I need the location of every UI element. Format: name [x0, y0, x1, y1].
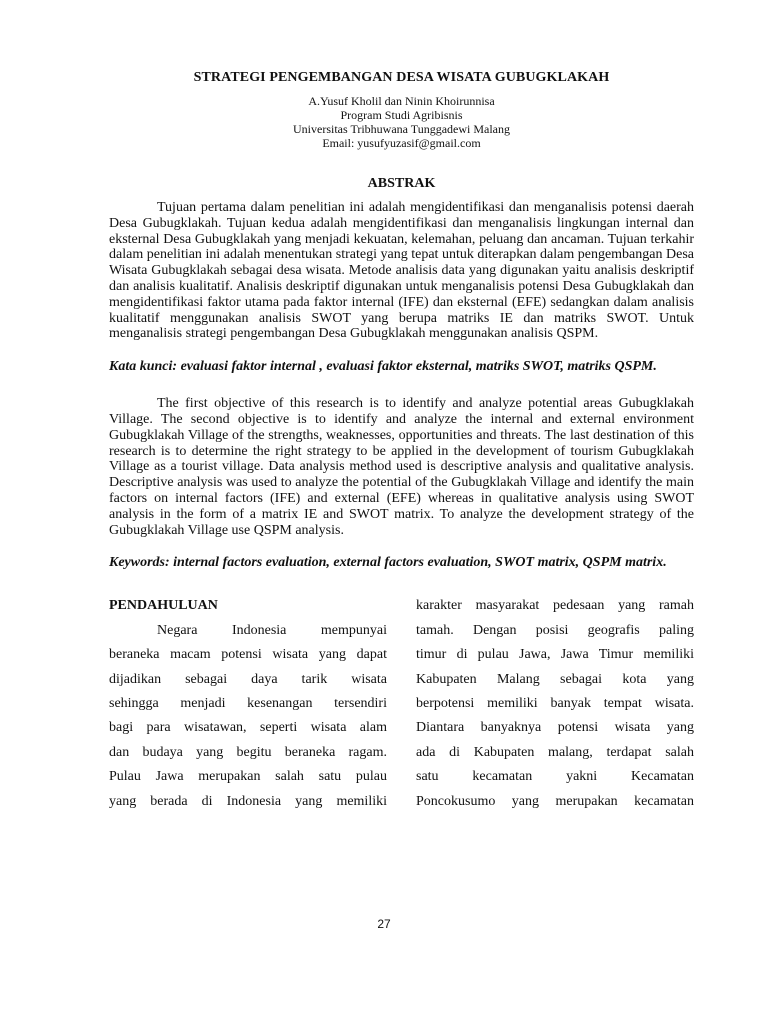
authors: A.Yusuf Kholil dan Ninin Khoirunnisa — [308, 94, 495, 108]
body-line: Kabupaten Malang sebagai kota yang — [416, 671, 694, 687]
body-line: Negara Indonesia mempunyai — [157, 622, 387, 638]
body-line: satu kecamatan yakni Kecamatan — [416, 769, 694, 785]
body-line: sehingga menjadi kesenangan tersendiri — [109, 695, 387, 711]
body-line: Poncokusumo yang merupakan kecamatan — [416, 793, 694, 809]
paper-title: STRATEGI PENGEMBANGAN DESA WISATA GUBUGKLAKAH — [193, 70, 610, 85]
body-line: berpotensi memiliki banyak tempat wisata. — [416, 695, 694, 711]
body-line: beraneka macam potensi wisata yang dapat — [109, 647, 387, 663]
body-line: Diantara banyaknya potensi wisata yang — [416, 720, 694, 736]
keywords-english: Keywords: internal factors evaluation, external factors evaluation, SWOT matrix, QSPM matrix. — [109, 555, 667, 571]
keywords-indonesian: Kata kunci: evaluasi faktor internal , evaluasi faktor eksternal, matriks SWOT, matriks QSPM. — [109, 359, 657, 375]
body-line: karakter masyarakat pedesaan yang ramah — [416, 598, 694, 614]
body-line: ada di Kabupaten malang, terdapat salah — [416, 744, 694, 760]
body-line: tamah. Dengan posisi geografis paling — [416, 622, 694, 638]
abstract-indonesian: Tujuan pertama dalam penelitian ini adalah mengidentifikasi dan menganalisis potensi daerah Desa Gubugklakah. Tujuan kedua adalah mengidentifikasi dan menganalisis lingkungan internal dan eksternal Desa Gubugklakah yang menjadi kekuatan, kelemahan, peluang dan ancaman. Tujuan terkahir dalam penelitian ini adalah menentukan strategi yang tepat untuk diterapkan dalam pengembangan Desa Wisata Gubugklakah sebagai desa wisata. Metode analisis data yang digunakan yaitu analisis deskriptif dan analisis kualitatif. Analisis deskriptif digunakan untuk menganalisis potensi Desa Gubugklakah dan mengidentifikasi faktor utama pada faktor internal (IFE) dan eksternal (EFE) sedangkan dalam analisis kualitatif menggunakan analisis SWOT yang berupa matriks IE dan matriks SWOT. Untuk menganalisis strategi pengembangan Desa Gubugklakah menggunakan analisis QSPM. — [109, 200, 694, 342]
section-heading-pendahuluan: PENDAHULUAN — [109, 598, 218, 614]
body-line: timur di pulau Jawa, Jawa Timur memiliki — [416, 647, 694, 663]
program: Program Studi Agribisnis — [340, 108, 463, 122]
university: Universitas Tribhuwana Tunggadewi Malang — [293, 122, 510, 136]
page-number: 27 — [377, 917, 391, 931]
body-line: dijadikan sebagai daya tarik wisata — [109, 671, 387, 687]
abstract-english: The first objective of this research is to identify and analyze potential areas Gubugklakah Village. The second objective is to identify and analyze the internal and external environment Gubugklakah Village of the strengths, weaknesses, opportunities and threats. The last destination of this research is to determine the right strategy to be applied in the development of tourism Gubugklakah Village as a tourist village. Data analysis method used is descriptive analysis and qualitative analysis. Descriptive analysis was used to analyze the potential of the Gubugklakah Village and identify the main factors on internal factors (IFE) and external (EFE) whereas in qualitative analysis using SWOT analysis in the form of a matrix IE and SWOT matrix. To analyze the development strategy of the Gubugklakah Village use QSPM analysis. — [109, 396, 694, 538]
body-columns — [109, 594, 694, 814]
body-line: bagi para wisatawan, seperti wisata alam — [109, 720, 387, 736]
right-column — [416, 594, 694, 814]
body-line: Pulau Jawa merupakan salah satu pulau — [109, 769, 387, 785]
left-column — [109, 594, 387, 814]
body-line: yang berada di Indonesia yang memiliki — [109, 793, 387, 809]
email: Email: yusufyuzasif@gmail.com — [322, 136, 481, 150]
body-line: dan budaya yang begitu beraneka ragam. — [109, 744, 387, 760]
paper-page — [109, 70, 694, 814]
abstract-heading: ABSTRAK — [367, 176, 436, 191]
